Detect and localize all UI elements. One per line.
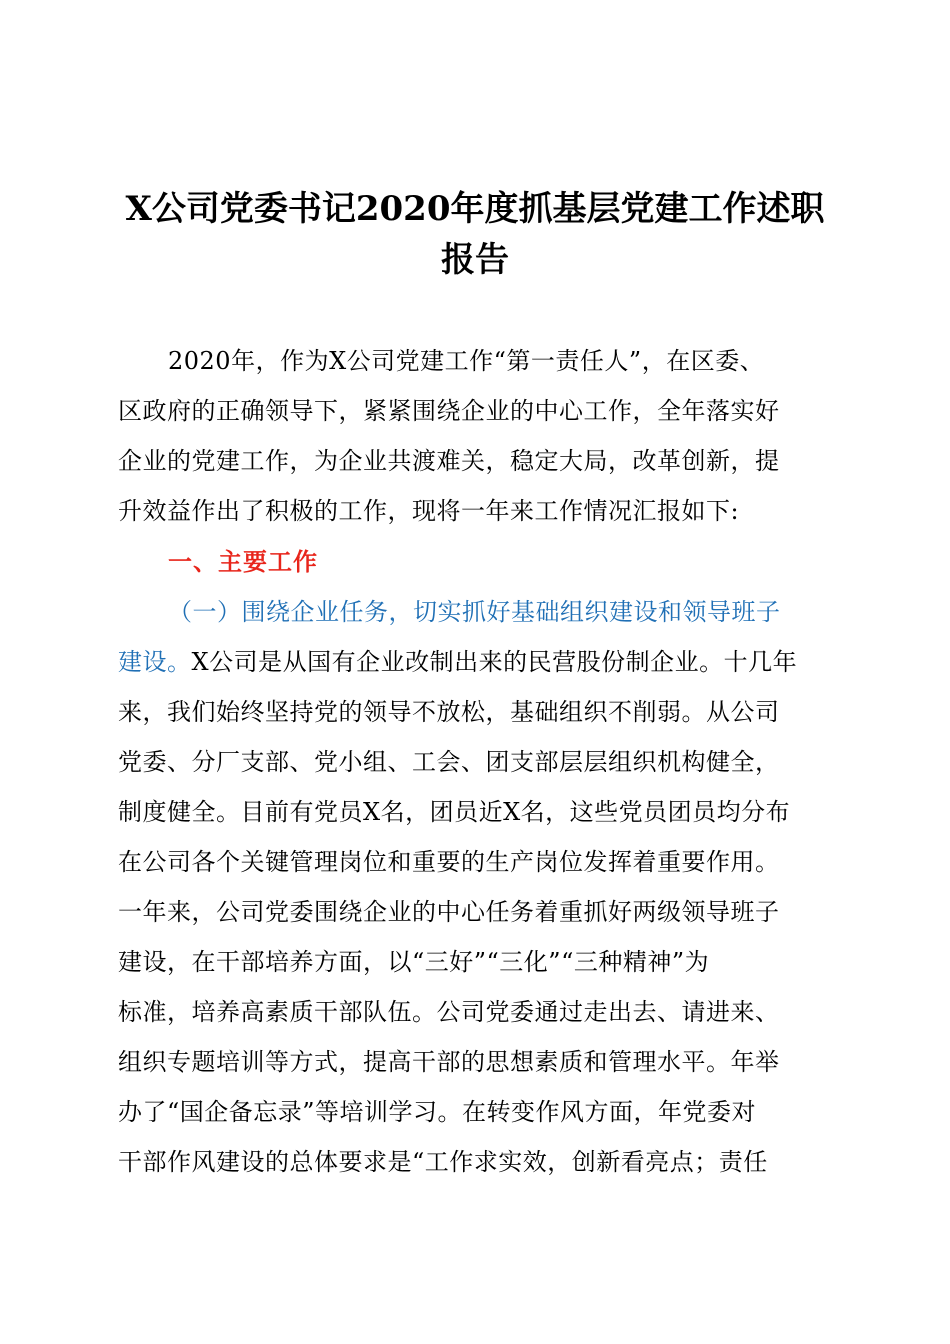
document-title-line-1: X公司党委书记2020年度抓基层党建工作述职	[125, 189, 825, 229]
intro-line-4: 升效益作出了积极的工作，现将一年来工作情况汇报如下:	[118, 497, 740, 525]
intro-line-2: 区政府的正确领导下，紧紧围绕企业的中心工作，全年落实好	[118, 397, 780, 425]
section-heading: 一、主要工作	[168, 548, 318, 576]
document-title-line-2: 报告	[441, 240, 509, 280]
subsection-line-2	[118, 644, 830, 680]
intro-line-3: 企业的党建工作，为企业共渡难关，稳定大局，改革创新，提	[118, 447, 780, 475]
body-line: 办了“国企备忘录”等培训学习。在转变作风方面，年党委对	[118, 1098, 757, 1126]
body-line: 组织专题培训等方式，提高干部的思想素质和管理水平。年举	[118, 1048, 780, 1076]
body-line: 来，我们始终坚持党的领导不放松，基础组织不削弱。从公司	[118, 698, 780, 726]
intro-line-1: 2020年，作为X公司党建工作“第一责任人”，在区委、	[168, 347, 765, 375]
subsection-heading-end: 建设。	[118, 648, 192, 676]
body-line: 标准，培养高素质干部队伍。公司党委通过走出去、请进来、	[118, 998, 780, 1026]
body-line: 在公司各个关键管理岗位和重要的生产岗位发挥着重要作用。	[118, 848, 780, 876]
body-line: 党委、分厂支部、党小组、工会、团支部层层组织机构健全，	[118, 748, 780, 776]
subsection-line-2-text: X公司是从国有企业改制出来的民营股份制企业。十几年	[191, 648, 798, 676]
body-line: 建设，在干部培养方面，以“三好”“三化”“三种精神”为	[118, 948, 710, 976]
body-line: 制度健全。目前有党员X名，团员近X名，这些党员团员均分布	[118, 798, 791, 826]
body-line: 一年来，公司党委围绕企业的中心任务着重抓好两级领导班子	[118, 898, 780, 926]
body-line: 干部作风建设的总体要求是“工作求实效，创新看亮点；责任	[118, 1148, 768, 1176]
subsection-heading: （一）围绕企业任务，切实抓好基础组织建设和领导班子	[168, 598, 781, 626]
